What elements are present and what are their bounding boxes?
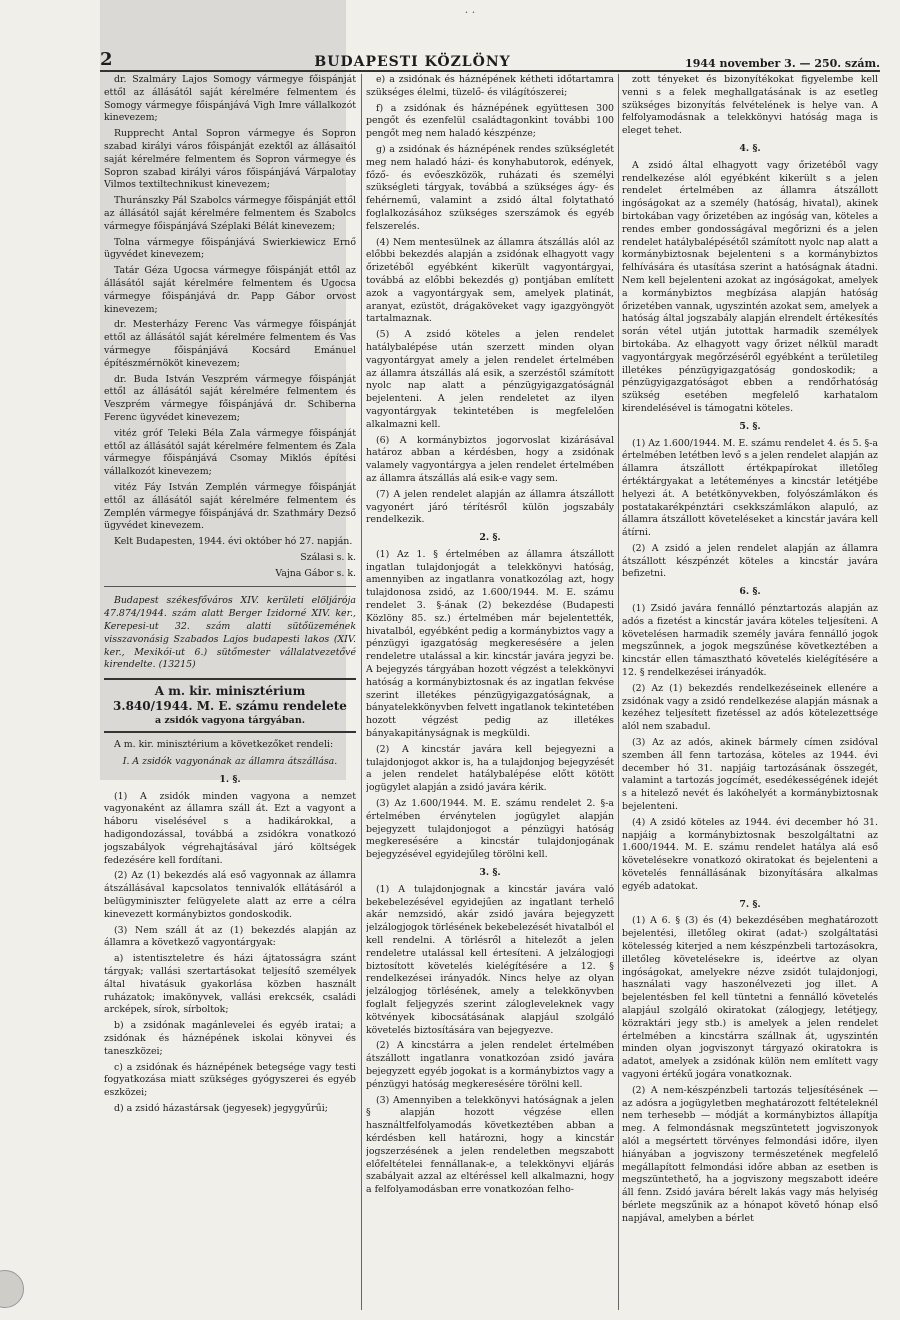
paragraph: (2) A kincstár javára kell bejegyezni a tulajdonjogot akkor is, ha a tulajdonjog bejegyzését a jelen rendelet hatálybalépése előtt kötött jogügylet alapján a zsidó javára kérik. [366,743,614,794]
section-heading: 2. §. [479,532,501,544]
page-number: 2 [100,49,113,70]
paragraph: (2) A zsidó a jelen rendelet alapján az államra átszállott készpénzét köteles a kincstár javára befizetni. [622,542,878,580]
appointment-item: Thuránszky Pál Szabolcs vármegye főispánját ettől az állásától saját kérelmére felmentem és Szabolcs vármegye főispánjává Széplaki Bélát kinevezem; [104,195,356,232]
issue-date: 1944 november 3. — 250. szám. [685,57,880,70]
section-heading: 6. §. [739,586,761,598]
appointment-item: vitéz Fáy István Zemplén vármegye főispánját ettől az állásától saját kérelmére felmentem és Zemplén vármegye főispánjává dr. Szathmáry Dezső ügyvédet kinevezem. [104,481,356,532]
gazette-title: BUDAPESTI KÖZLÖNY [314,54,511,70]
paragraph: (2) A kincstárra a jelen rendelet értelmében átszállott ingatlanra vonatkozóan zsidó javára bejegyzett egyéb jogokat is a kormánybiztos vagy a pénzügyi hatóság megkeresésére törölni kell. [366,1040,614,1090]
paragraph: zott tényeket és bizonyítékokat figyelembe kell venni s a felek meghallgatásának is az esetleg szükséges bizonyítás felvételének is helye van. A felfolyamodásnak a telekkönyvi hatóság maga is eleget tehet. [622,74,878,137]
column-rule [618,74,619,1310]
notice-text: Budapest székesfőváros XIV. kerületi elöljárója 47.874/1944. szám alatt Berger Izidorné XIV. ker., Kerepesi-ut 32. szám alatti sütőüzemének visszavonásig Szabados Lajos budapesti lakos (XIV. ker., Mexikói-ut 6.) sütőmester vállalatvezetővé kirendelte. (13215) [104,595,356,671]
appointment-item: Tolna vármegye főispánjává Swierkiewicz Ernő ügyvédet kinevezem; [104,236,356,261]
dated-line: Kelt Budapesten, 1944. évi október hó 27. napján. [114,536,353,548]
decree-title-2: 3.840/1944. M. E. számu rendelete [113,699,347,714]
paragraph: (3) Az 1.600/1944. M. E. számu rendelet 2. §-a értelmében érvénytelen jogügylet alapján bejegyzett tulajdonjogot a pénzügyi hatóság megkeresésére a kincstár tulajdonjogának bejegyzésével egyidejűleg törölni kell. [366,798,614,861]
decree-title-box [104,678,356,733]
paragraph: (7) A jelen rendelet alapján az államra átszállott vagyonért járó térítésről külön jogszabály rendelkezik. [366,488,614,526]
divider [104,586,356,587]
paragraph: (2) A nem-készpénzbeli tartozás teljesítésének — az adósra a jogügyletben meghatározott feltételeknél nem terhesebb — módját a kormánybiztos állapítja meg. A felmondásnak megszüntetett jogviszonyok alól a megsértett törvényes felmondási időre, ilyen hiányában a jogviszony természetének megfelelő megállapított felmondási időre abban az esetben is megszüntethető, ha a jogviszony megszabott ideére áll fenn. Zsidó javára bérelt lakás vagy más helyiség bérlete megszűnik az a hónapot követő hónap első napjával, amelyben a bérlet [622,1084,878,1224]
paragraph: (5) A zsidó köteles a jelen rendelet hatálybalépése után szerzett minden olyan vagyontárgyat amely a jelen rendelet értelmében az államra átszállás alá esik, a szerzéstől számított nyolc nap alatt a pénzügyigazgatóságnál bejelenteni. A jelen rendeletet az ilyen vagyontárgyak tekintetében is megfelelően alkalmazni kell. [366,329,614,430]
appointment-item: Rupprecht Antal Sopron vármegye és Sopron szabad királyi város főispánját ezektől az állásaitól saját kérelmére felmentem és Sopron vármegye és Sopron szabad királyi város főispánjává Várpalotay Vilmos textiltechnikust kinevezem; [104,128,356,191]
decree-title-1: A m. kir. minisztérium [154,684,306,699]
section-heading: 7. §. [739,898,761,910]
signature-2: Vajna Gábor s. k. [275,567,356,579]
decree-intro: A m. kir. minisztérium a következőket rendeli: [114,739,334,751]
column-2 [366,74,614,1310]
punch-hole [0,1270,24,1308]
appointment-item: dr. Buda István Veszprém vármegye főispánját ettől az állásától saját kérelmére felmentem és Veszprém vármegye főispánjává dr. Schiberna Ferenc ügyvédet kinevezem; [104,373,356,423]
paragraph: (2) Az (1) bekezdés rendelkezéseinek ellenére a zsidónak vagy a zsidó rendelkezése alapján másnak a kezéhez teljesített fizetéssel az adós kötelezettsége alól nem szabadul. [622,682,878,733]
chapter-heading: I. A zsidók vagyonának az államra átszállása. [122,756,338,768]
stamp: · · [464,6,476,19]
paragraph: (1) Az 1.600/1944. M. E. számu rendelet 4. és 5. §-a értelmében letétben levő s a jelen rendelet alapján az államra átszállott értékpapírokat illetőleg értéktárgyakat a letéteményes a kincstár letétjébe helyezi át. A betétkönyvekben, folyószámlákon és postatakarékpénztári csekkszámlákon alapuló, az államra átszállott követeléseket a kincstár javára kell átírni. [622,437,878,539]
paragraph: c) a zsidónak és háznépének betegsége vagy testi fogyatkozása miatt szükséges gyógyszerei és egyéb eszközei; [104,1061,356,1099]
appointment-item: dr. Mesterházy Ferenc Vas vármegye főispánját ettől az állásától saját kérelmére felmentem és Vas vármegye főispánjává Kocsárd Emánuel építészmérnököt kinevezem; [104,319,356,369]
paragraph: e) a zsidónak és háznépének kétheti időtartamra szükséges élelmi, tüzelő- és világítószerei; [366,74,614,98]
column-rule [361,74,362,1310]
paragraph: f) a zsidónak és háznépének együttesen 300 pengőt és ezenfelül családtagonkint további 100 pengőt meg nem haladó készpénze; [366,102,614,140]
section-heading: 4. §. [739,142,761,154]
signature-1: Szálasi s. k. [300,551,356,563]
section-heading: 3. §. [479,867,501,879]
paragraph: a) istentiszteletre és házi ájtatosságra szánt tárgyak; vallási szertartásokat teljesítő személyek által hivatásuk gyakorlása közben használt ruházatok; imakönyvek, vallási erekcsék, családi arcképek, sírok, sírboltok; [104,953,356,1016]
paragraph: g) a zsidónak és háznépének rendes szükségletét meg nem haladó házi- és konyhabutorok, edények, főző- és evőeszközök, ruházati és személyi szükségleti tárgyak, továbbá a szükséges ágy- és fehérnemű, valamint a zsidó által folytatható foglalkozásához szükséges szerszámok és egyéb felszerelés. [366,143,614,232]
decree-title-3: a zsidók vagyona tárgyában. [154,715,306,727]
paragraph: (2) Az (1) bekezdés alá eső vagyonnak az államra átszállásával kapcsolatos tennivalók ellátásáról a belügyminiszter felügyelete alatt az erre a célra kinevezett kormánybiztos gondoskodik. [104,870,356,920]
paragraph: (4) Nem mentesülnek az államra átszállás alól az előbbi bekezdés alapján a zsidónak elhagyott vagy őrizetéből egyébként kikerült vagyontárgyai, továbbá az előbbi bekezdés g) pontjában említett azok a vagyontárgyak sem, amelyek platinát, aranyat, ezüstöt, drágaköveket vagy igazgyöngyöt tartalmaznak. [366,236,614,325]
paragraph: (1) Zsidó javára fennálló pénztartozás alapján az adós a fizetést a kincstár javára köteles teljesíteni. A követelésen harmadik személy javára fennálló jogok megszűnnek, a jogok megszűnése következtében a kincstár ellen támasztható követelés kielégítésére a 12. § rendelkezései irányadók. [622,603,878,679]
paragraph: b) a zsidónak magánlevelei és egyéb iratai; a zsidónak és háznépének iskolai könyvei és taneszközei; [104,1020,356,1057]
paragraph: (3) Az az adós, akinek bármely címen zsidóval szemben áll fenn tartozása, köteles az 1944. évi december hó 31. napjáig tartozásának összegét, valamint a tartozás jogcímét, esedékességének idejét s a hitelező nevét és lakóhelyét a kormánybiztosnak bejelenteni. [622,737,878,813]
column-1 [104,74,356,1310]
column-3 [622,74,878,1310]
paragraph: (3) Amennyiben a telekkönyvi hatóságnak a jelen § alapján hozott végzése ellen használtfelfolyamodás következtében abban a kérdésben kell határozni, hogy a kincstár jogszerzésének a jelen rendeletben megszabott előfeltételei fennállanak-e, a telekkönyvi eljárás szabályait azzal az eltéréssel kell alkalmazni, hogy a felfolyamodásban erre vonatkozóan felho- [366,1094,614,1196]
page-header [100,48,880,72]
paragraph: (4) A zsidó köteles az 1944. évi december hó 31. napjáig a kormánybiztosnak beszolgáltatni az 1.600/1944. M. E. számu rendelet hatálya alá eső követelésekre vonatkozó okiratokat és bejelenteni a követelés fennállásának bizonyítására alkalmas egyéb adatokat. [622,816,878,892]
section-heading: 5. §. [739,420,761,432]
paragraph: (1) A zsidók minden vagyona a nemzet vagyonaként az államra száll át. Ezt a vagyont a háboru viselésével s a hadikárokkal, a hadigondozással, továbbá a zsidókra vonatkozó jogszabályok végrehajtásával járó költségek fedezésére kell fordítani. [104,790,356,866]
paragraph: (1) Az 1. § értelmében az államra átszállott ingatlan tulajdonjogát a telekkönyvi hatóság, amennyiben az ingatlanra vonatkozólag azt, hogy tulajdonosa zsidó, az 1.600/1944. M. E. számu rendelet 3. §-ának (2) bekezdése (Budapesti Közlöny 85. sz.) értelmében már bejelentették, hivatalból, egyébként pedig a kormánybiztos vagy a pénzügyi igazgatóság megkeresésére a jelen rendeletre utalással a kir. kincstár javára jegyzi be. A bejegyzés tárgyában hozott végzést a telekkönyvi hatóság a kormánybiztosnak és az ingatlan fekvése szerint illetékes pénzügyigazgatóságnak, a bányatelekkönyvben felvett ingatlanok tekintetében hozott végzést pedig az illetékes bányakapitányságnak is megküldi. [366,548,614,740]
paragraph: (1) A 6. § (3) és (4) bekezdésében meghatározott bejelentési, illetőleg okirat (adat-) szolgáltatási kötelesség kiterjed a nem készpénzbeli tartozásokra, illetőleg követelésekre is, ideértve az olyan ingóságokat, amelyekre nézve zsidót tulajdonjogi, használati vagy haszonélvezeti jog illet. A bejelentésben fel kell tüntetni a fennálló követelés alapjául szolgáló okiratokat (zálogjegy, letétjegy, közraktári jegy stb.) is amelyek a jelen rendelet értelmében a kincstárra szállnak át, ugyszintén minden olyan jogviszonyt tárgyazó okiratokra is adatot, amelyek a zsidónak külön nem említett vagy vagyoni értékű jogára vonatkoznak. [622,915,878,1080]
paragraph: (6) A kormánybiztos jogorvoslat kizárásával határoz abban a kérdésben, hogy a zsidónak valamely vagyontárgya a jelen rendelet értelmében az államra átszállás alá esik-e vagy sem. [366,434,614,484]
paragraph: (3) Nem száll át az (1) bekezdés alapján az államra a következő vagyontárgyak: [104,924,356,949]
appointment-item: dr. Szalmáry Lajos Somogy vármegye főispánját ettől az állásától saját kérelmére felmentem és Somogy vármegye főispánjává Vigh Imre vállalkozót kinevezem; [104,74,356,124]
paragraph: (1) A tulajdonjognak a kincstár javára való bekebelezésével egyidejűen az ingatlant terhelő akár nemzsidó, akár zsidó javára bejegyzett jelzálogjogok törlésének bekebelezését hivatalból el kell rendelni. A törlésről a hitelezőt a jelen rendeletre utalással kell értesíteni. A jelzálogjogi biztosított követelés kielégítésére a 12. § rendelkezései irányadók. Nincs helye az olyan jelzálogjog törlésének, amely a telekkönyvben foglalt feljegyzés szerint zálogleveleknek vagy kötvények kibocsátásának alapjául szolgáló követelés biztosítására van bejegyezve. [366,883,614,1036]
appointment-item: Tatár Géza Ugocsa vármegye főispánját ettől az állásától saját kérelmére felmentem és Ugocsa vármegye főispánjává dr. Papp Gábor orvost kinevezem; [104,265,356,315]
paragraph: d) a zsidó házastársak (jegyesek) jegygyűrűi; [114,1102,328,1114]
paragraph: A zsidó által elhagyott vagy őrizetéből vagy rendelkezése alól egyébként kikerült s a jelen rendelet értelmében az államra átszállott ingóságokat az a személy (hatóság, hivatal), akinek birtokában vagy őrizetében az ingóság van, köteles a rendes ember gondosságával megőrizni és a jelen rendelet hatálybalépésétől számított nyolc nap alatt a kormánybiztosnak bejelenteni s a kormánybiztos felhívására és utasítása szerint a hatóságnak átadni. Nem kell bejelenteni azokat az ingóságokat, amelyek a kormánybiztos megbízása alapján hatóság őrizetében vannak, ugyszintén azokat sem, amelyek a hatóság által jogszabály alapján elrendelt értékesítés során vétel utján jutottak harmadik személyek birtokába. Az elhagyott vagy őrizet nélkül maradt vagyontárgyak megőrzéséről egyébként a területileg illetékes pénzügyigazgatóság gondoskodik; a pénzügyigazgatóságot ebben a rendőrhatóság szükség esetében megfelelő karhatalom kirendelésével is támogatni köteles. [622,159,878,414]
appointment-item: vitéz gróf Teleki Béla Zala vármegye főispánját ettől az állásától saját kérelmére felmentem és Zala vármegye főispánjává Csomay Miklós építési vállalkozót kinevezem; [104,427,356,478]
section-heading: 1. §. [219,773,241,785]
appointments-list [104,74,356,533]
